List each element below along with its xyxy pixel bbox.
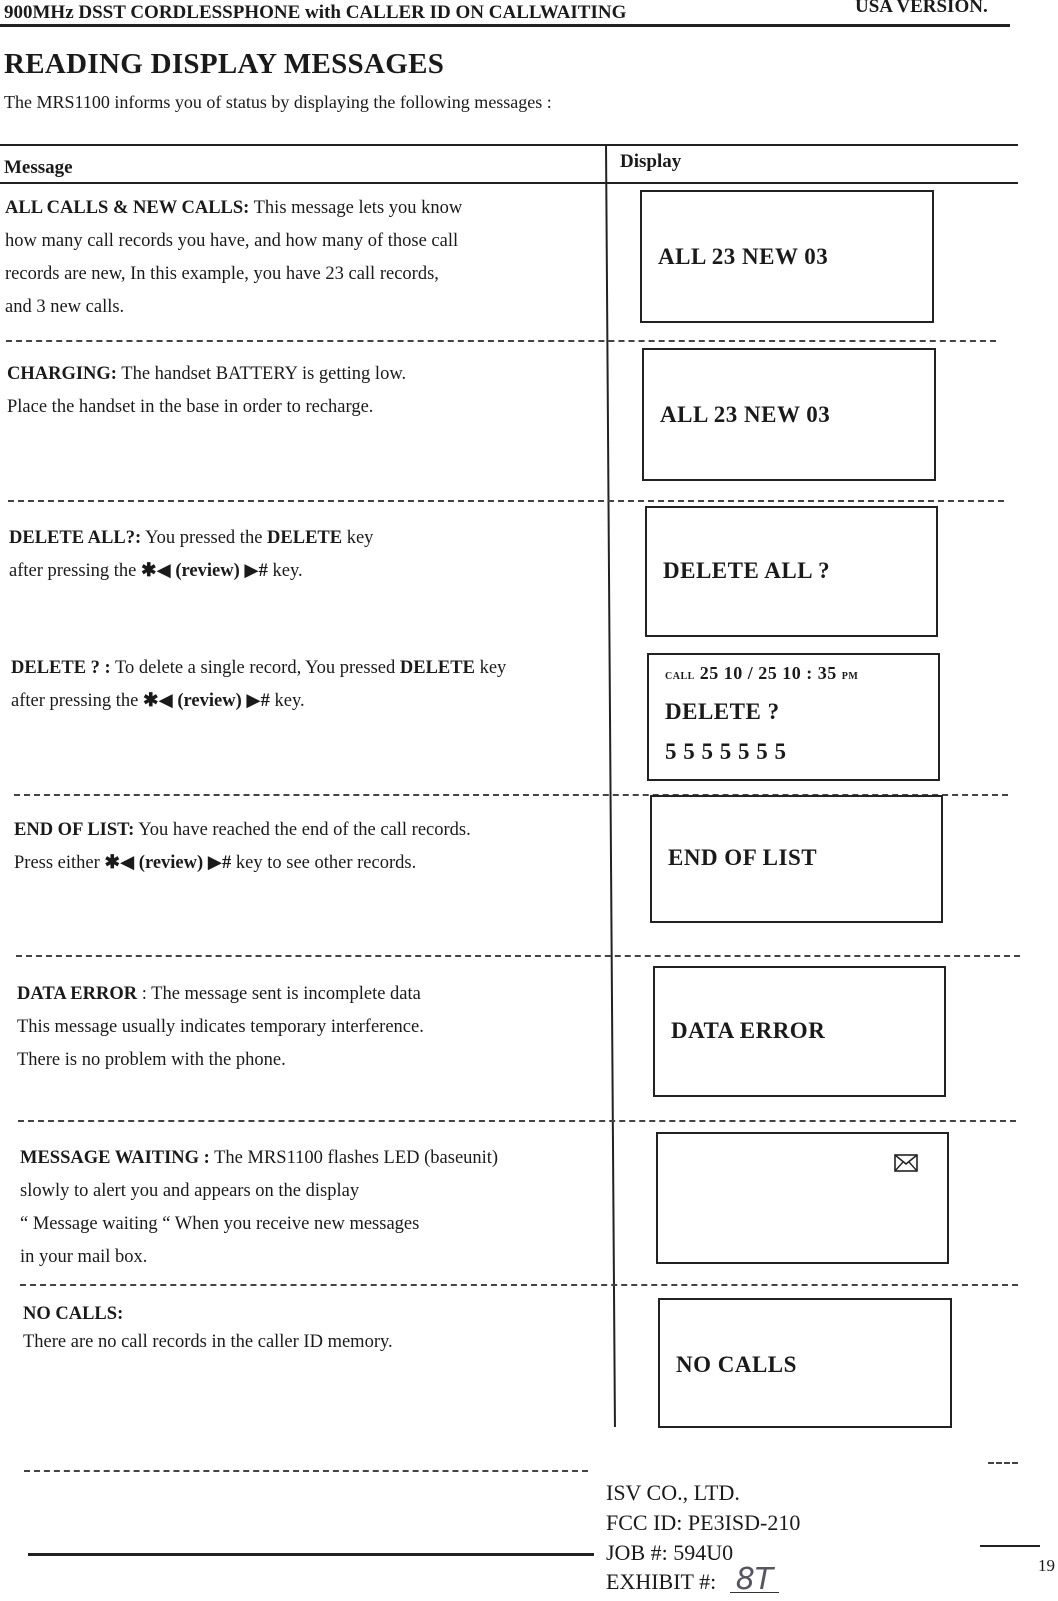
footer-rule-left xyxy=(28,1553,594,1556)
message-charging xyxy=(7,358,597,424)
display-screen xyxy=(642,348,936,481)
text: There is no problem with the phone. xyxy=(17,1050,286,1070)
display-screen xyxy=(650,795,943,923)
footer-job: JOB #: 594U0 xyxy=(606,1540,734,1565)
display-text: DELETE ? xyxy=(665,699,780,724)
display-screen xyxy=(645,506,938,637)
row-separator xyxy=(18,1120,1016,1122)
message-data-error xyxy=(17,978,607,1077)
text: records are new, In this example, you have 23 call records, xyxy=(5,264,439,284)
text: key xyxy=(342,528,374,548)
display-screen xyxy=(658,1298,952,1428)
term: END OF LIST: xyxy=(14,820,135,840)
column-header-display: Display xyxy=(620,151,682,172)
text: The MRS1100 flashes LED (baseunit) xyxy=(209,1148,499,1168)
text: after pressing the xyxy=(9,561,142,581)
message-end-of-list xyxy=(14,814,604,880)
text: slowly to alert you and appears on the display xyxy=(20,1181,360,1201)
key-name: DELETE xyxy=(267,528,343,548)
row-separator xyxy=(988,1462,1018,1464)
key-name: DELETE xyxy=(399,658,475,678)
row-separator xyxy=(8,500,1004,502)
page-number: 19 xyxy=(1038,1556,1055,1575)
display-screen xyxy=(647,653,940,781)
key-name: ✱◀ (review) ▶# xyxy=(104,853,232,873)
call-time: 25 10 / 25 10 : 35 xyxy=(699,663,837,683)
table-top-rule xyxy=(0,144,1018,146)
column-header-message: Message xyxy=(4,157,73,178)
term: DATA ERROR xyxy=(17,984,138,1004)
text: This message usually indicates temporary interference. xyxy=(17,1017,424,1037)
display-screen xyxy=(653,966,946,1097)
text: “ Message waiting “ When you receive new messages xyxy=(20,1214,420,1234)
message-delete-all xyxy=(9,522,599,588)
header-version: USA VERSION. xyxy=(855,0,988,17)
row-separator xyxy=(20,1284,1018,1286)
footer-rule-right xyxy=(980,1545,1040,1547)
display-time-line xyxy=(665,663,858,684)
display-number: 5 5 5 5 5 5 5 xyxy=(665,739,787,764)
display-screen xyxy=(640,190,934,323)
text: This message lets you know xyxy=(249,198,463,218)
text: You have reached the end of the call records. xyxy=(134,820,471,840)
display-text: DATA ERROR xyxy=(671,1018,826,1043)
text: after pressing the xyxy=(11,691,144,711)
text: key to see other records. xyxy=(231,853,417,873)
term: DELETE ? : xyxy=(11,658,111,678)
display-text: ALL 23 NEW 03 xyxy=(660,402,831,427)
text: key. xyxy=(267,561,303,581)
message-all-calls xyxy=(5,192,595,324)
footer-company: ISV CO., LTD. xyxy=(606,1480,740,1505)
message-message-waiting xyxy=(20,1142,610,1274)
header-title: 900MHz DSST CORDLESSPHONE with CALLER ID ON CALLWAITING xyxy=(4,2,627,23)
term: DELETE ALL?: xyxy=(9,528,142,548)
key-name: ✱◀ (review) ▶# xyxy=(141,561,268,581)
text: : The message sent is incomplete data xyxy=(137,984,421,1004)
display-text: ALL 23 NEW 03 xyxy=(658,244,829,269)
call-label: CALL xyxy=(665,671,695,682)
display-text: DELETE ALL ? xyxy=(663,558,831,583)
text: key. xyxy=(269,691,305,711)
term: NO CALLS: xyxy=(23,1304,124,1324)
text: how many call records you have, and how many of those call xyxy=(5,231,459,251)
envelope-icon xyxy=(894,1154,918,1172)
key-name: ✱◀ (review) ▶# xyxy=(143,691,270,711)
text: To delete a single record, You pressed xyxy=(110,658,400,678)
pm-label: PM xyxy=(841,671,859,682)
exhibit-handwritten: 8T xyxy=(730,1568,779,1593)
text: key xyxy=(474,658,507,678)
table-header-rule xyxy=(0,182,1018,184)
footer-exhibit xyxy=(606,1562,779,1597)
exhibit-label: EXHIBIT #: xyxy=(606,1569,717,1594)
row-separator xyxy=(16,955,1020,957)
display-screen xyxy=(656,1132,949,1264)
text: You pressed the xyxy=(141,528,268,548)
display-text: NO CALLS xyxy=(676,1352,797,1377)
message-delete xyxy=(11,652,601,718)
term: MESSAGE WAITING : xyxy=(20,1148,210,1168)
text: There are no call records in the caller ID memory. xyxy=(23,1332,393,1352)
message-no-calls xyxy=(23,1300,613,1356)
text: The handset BATTERY is getting low. xyxy=(116,364,407,384)
footer-fcc-id: FCC ID: PE3ISD-210 xyxy=(606,1510,801,1535)
text: Place the handset in the base in order to recharge. xyxy=(7,397,374,417)
intro-text: The MRS1100 informs you of status by displaying the following messages : xyxy=(4,92,552,112)
text: in your mail box. xyxy=(20,1247,148,1267)
term: ALL CALLS & NEW CALLS: xyxy=(5,198,250,218)
text: Press either xyxy=(14,853,105,873)
display-text: END OF LIST xyxy=(668,845,818,870)
page-title: READING DISPLAY MESSAGES xyxy=(4,48,445,80)
text: and 3 new calls. xyxy=(5,297,125,317)
row-separator xyxy=(6,340,996,342)
term: CHARGING: xyxy=(7,364,117,384)
row-separator xyxy=(24,1470,588,1472)
header-rule xyxy=(0,24,1010,27)
